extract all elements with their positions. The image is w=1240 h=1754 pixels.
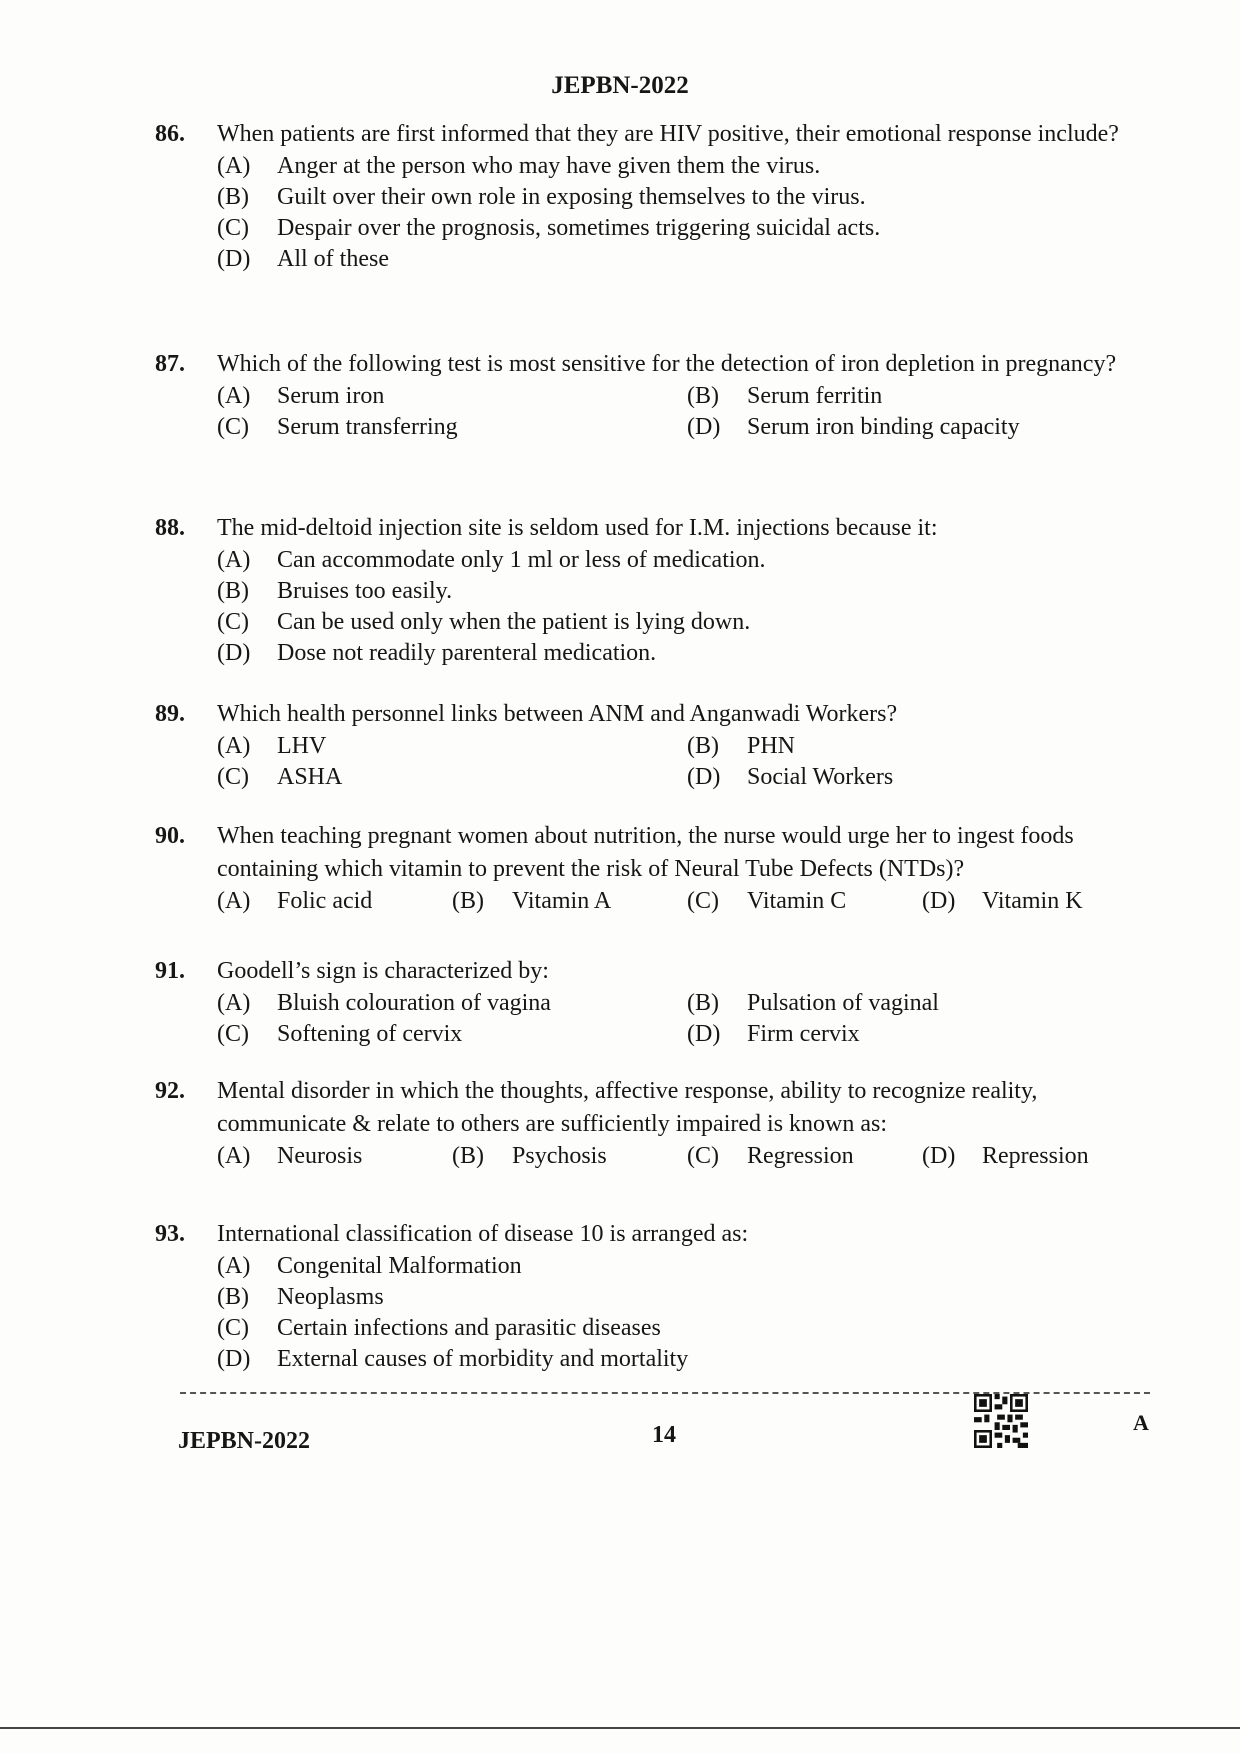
question-number: 87.: [155, 351, 185, 377]
question-number: 86.: [155, 121, 185, 147]
option-letter: (C): [217, 609, 249, 635]
option-a: [217, 545, 1120, 576]
option-c: [687, 886, 922, 917]
page-header-title: JEPBN-2022: [551, 72, 689, 99]
question-number: 92.: [155, 1078, 185, 1104]
question-text: Goodell’s sign is characterized by:: [217, 958, 549, 984]
option-letter: (A): [217, 1143, 251, 1169]
option-letter: (A): [217, 990, 251, 1016]
option-d: [922, 1141, 1157, 1172]
option-text: Serum iron: [277, 383, 385, 409]
option-text: Certain infections and parasitic diseases: [277, 1315, 661, 1341]
option-letter: (D): [687, 764, 721, 790]
option-text: Repression: [982, 1143, 1089, 1169]
question-86: [155, 118, 1120, 275]
option-a: [217, 1251, 1120, 1282]
question-90: [155, 820, 1120, 917]
option-text: Social Workers: [747, 764, 894, 790]
option-c: [217, 1313, 1120, 1344]
option-d: [217, 638, 1120, 669]
option-list: [217, 381, 1120, 443]
option-d: [217, 1344, 1120, 1375]
option-letter: (B): [687, 990, 719, 1016]
option-list: [217, 988, 1120, 1050]
question-91: [155, 955, 1120, 1050]
option-letter: (A): [217, 547, 251, 573]
option-text: Firm cervix: [747, 1021, 860, 1047]
question-number: 90.: [155, 823, 185, 849]
option-letter: (B): [452, 1143, 484, 1169]
option-text: Can accommodate only 1 ml or less of medication.: [277, 547, 766, 573]
option-text: Neurosis: [277, 1143, 363, 1169]
option-text: Vitamin A: [512, 888, 612, 914]
option-c: [217, 213, 1120, 244]
option-list: [217, 1251, 1120, 1375]
option-text: Vitamin K: [982, 888, 1083, 914]
option-b: [687, 988, 1107, 1019]
option-text: Guilt over their own role in exposing themselves to the virus.: [277, 184, 866, 210]
option-letter: (C): [687, 888, 719, 914]
option-text: Serum transferring: [277, 414, 458, 440]
option-list: [217, 151, 1120, 275]
question-text: International classification of disease 10 is arranged as:: [217, 1221, 749, 1247]
option-c: [217, 762, 687, 793]
option-b: [452, 886, 687, 917]
option-a: [217, 731, 687, 762]
option-text: Despair over the prognosis, sometimes triggering suicidal acts.: [277, 215, 881, 241]
option-text: Pulsation of vaginal: [747, 990, 939, 1016]
option-d: [687, 762, 1107, 793]
footer-exam-code: JEPBN-2022: [178, 1428, 310, 1454]
option-list: [217, 886, 1120, 917]
option-text: PHN: [747, 733, 796, 759]
question-number: 91.: [155, 958, 185, 984]
option-letter: (C): [217, 414, 249, 440]
option-text: Dose not readily parenteral medication.: [277, 640, 657, 666]
option-letter: (C): [217, 215, 249, 241]
option-text: Serum iron binding capacity: [747, 414, 1020, 440]
option-text: Congenital Malformation: [277, 1253, 522, 1279]
option-letter: (B): [217, 1284, 249, 1310]
question-text: When teaching pregnant women about nutrition, the nurse would urge her to ingest foods containing which vitamin to prevent the risk of Neural Tube Defects (NTDs)?: [217, 823, 1074, 882]
option-letter: (C): [217, 1021, 249, 1047]
option-d: [687, 1019, 1107, 1050]
option-text: Regression: [747, 1143, 854, 1169]
option-text: External causes of morbidity and mortality: [277, 1346, 689, 1372]
option-letter: (A): [217, 153, 251, 179]
option-text: Psychosis: [512, 1143, 607, 1169]
option-letter: (B): [687, 383, 719, 409]
question-number: 93.: [155, 1221, 185, 1247]
option-text: LHV: [277, 733, 327, 759]
option-list: [217, 731, 1120, 793]
question-87: [155, 348, 1120, 443]
question-text: When patients are first informed that they are HIV positive, their emotional response include?: [217, 121, 1119, 147]
option-letter: (D): [217, 246, 251, 272]
option-text: Neoplasms: [277, 1284, 384, 1310]
option-list: [217, 1141, 1120, 1172]
option-b: [687, 381, 1107, 412]
option-letter: (C): [217, 764, 249, 790]
option-text: All of these: [277, 246, 389, 272]
option-letter: (C): [217, 1315, 249, 1341]
option-b: [687, 731, 1107, 762]
option-c: [687, 1141, 922, 1172]
option-letter: (A): [217, 1253, 251, 1279]
question-89: [155, 698, 1120, 793]
question-text: Which of the following test is most sensitive for the detection of iron depletion in pregnancy?: [217, 351, 1117, 377]
option-letter: (D): [217, 1346, 251, 1372]
option-letter: (B): [452, 888, 484, 914]
option-a: [217, 381, 687, 412]
page-bottom-edge: [0, 1727, 1240, 1729]
option-d: [922, 886, 1157, 917]
option-b: [217, 1282, 1120, 1313]
option-text: Can be used only when the patient is lying down.: [277, 609, 751, 635]
option-c: [217, 607, 1120, 638]
option-letter: (D): [217, 640, 251, 666]
option-letter: (D): [922, 1143, 956, 1169]
option-text: Serum ferritin: [747, 383, 883, 409]
option-b: [217, 576, 1120, 607]
option-text: Folic acid: [277, 888, 373, 914]
option-b: [217, 182, 1120, 213]
option-text: Bruises too easily.: [277, 578, 453, 604]
option-letter: (D): [687, 414, 721, 440]
question-92: [155, 1075, 1120, 1172]
option-c: [217, 1019, 687, 1050]
option-text: Bluish colouration of vagina: [277, 990, 551, 1016]
option-a: [217, 988, 687, 1019]
question-93: [155, 1218, 1120, 1375]
option-letter: (B): [217, 184, 249, 210]
option-letter: (B): [217, 578, 249, 604]
option-text: ASHA: [277, 764, 343, 790]
question-number: 88.: [155, 515, 185, 541]
option-d: [687, 412, 1107, 443]
option-a: [217, 1141, 452, 1172]
option-text: Softening of cervix: [277, 1021, 463, 1047]
question-text: Mental disorder in which the thoughts, affective response, ability to recognize reality, communicate & relate to others are sufficiently impaired is known as:: [217, 1078, 1038, 1137]
option-a: [217, 151, 1120, 182]
question-text: Which health personnel links between ANM and Anganwadi Workers?: [217, 701, 898, 727]
qr-code-icon: [974, 1394, 1028, 1448]
option-letter: (A): [217, 733, 251, 759]
option-list: [217, 545, 1120, 669]
option-letter: (C): [687, 1143, 719, 1169]
option-letter: (D): [922, 888, 956, 914]
question-88: [155, 512, 1120, 669]
question-set-label: A: [1133, 1410, 1149, 1435]
option-text: Vitamin C: [747, 888, 847, 914]
option-d: [217, 244, 1120, 275]
option-letter: (D): [687, 1021, 721, 1047]
option-c: [217, 412, 687, 443]
option-b: [452, 1141, 687, 1172]
option-letter: (A): [217, 383, 251, 409]
question-number: 89.: [155, 701, 185, 727]
option-a: [217, 886, 452, 917]
option-letter: (B): [687, 733, 719, 759]
page-number: 14: [652, 1422, 676, 1448]
option-letter: (A): [217, 888, 251, 914]
question-text: The mid-deltoid injection site is seldom used for I.M. injections because it:: [217, 515, 938, 541]
option-text: Anger at the person who may have given them the virus.: [277, 153, 821, 179]
